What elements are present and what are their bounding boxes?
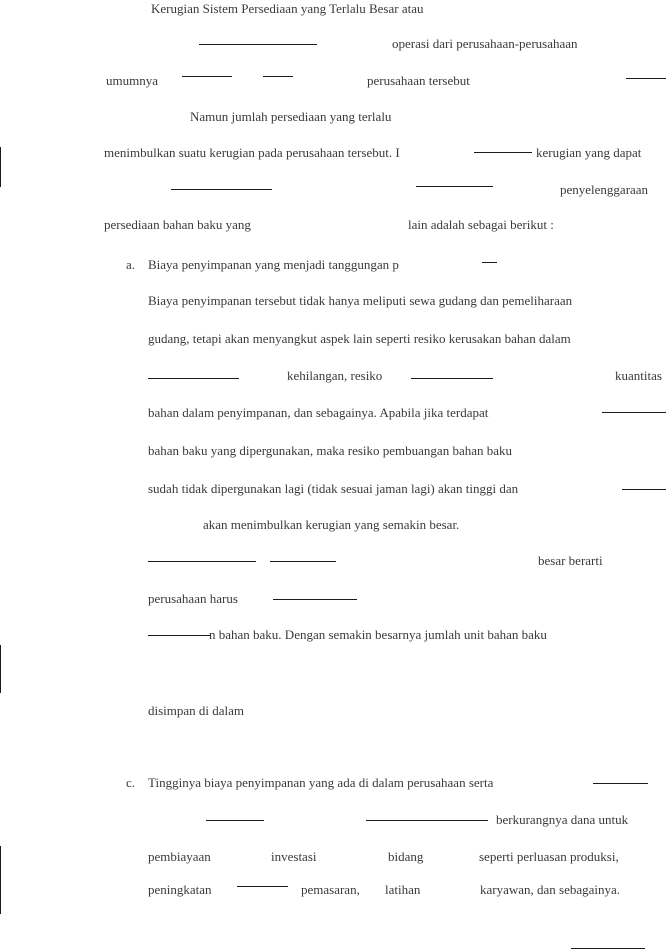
text-fragment: umumnya — [106, 73, 158, 88]
list-item-a-title: Biaya penyimpanan yang menjadi tanggungan p — [148, 257, 399, 272]
redaction-rule — [148, 561, 256, 562]
text-fragment: n bahan baku. Dengan semakin besarnya jumlah unit bahan baku — [209, 627, 547, 642]
redaction-rule — [148, 378, 239, 379]
redaction-rule — [263, 76, 293, 77]
text-fragment: Biaya penyimpanan tersebut tidak hanya meliputi sewa gudang dan pemeliharaan — [148, 293, 573, 308]
redaction-rule — [182, 76, 232, 77]
redaction-rule — [148, 635, 210, 636]
redaction-rule — [171, 189, 272, 190]
margin-bar-1 — [0, 147, 1, 187]
margin-bar-2 — [0, 645, 1, 693]
text-fragment: disimpan di dalam — [148, 703, 245, 718]
text-fragment: latihan — [385, 882, 421, 897]
text-fragment: akan menimbulkan kerugian yang semakin besar. — [203, 517, 460, 532]
list-item-c-title: Tingginya biaya penyimpanan yang ada di dalam perusahaan serta — [148, 775, 494, 790]
redaction-rule — [270, 561, 336, 562]
redaction-rule — [237, 886, 288, 887]
text-fragment: Namun jumlah persediaan yang terlalu — [190, 109, 392, 124]
text-fragment: berkurangnya dana untuk — [496, 812, 629, 827]
redaction-rule — [482, 262, 497, 263]
redaction-rule — [593, 783, 648, 784]
text-fragment: bidang — [388, 849, 424, 864]
text-fragment: perusahaan harus — [148, 591, 238, 606]
text-fragment: pemasaran, — [301, 882, 360, 897]
list-marker-a: a. — [126, 257, 136, 272]
redaction-rule — [199, 44, 317, 45]
text-fragment: kehilangan, resiko — [287, 368, 383, 383]
redaction-rule — [206, 820, 264, 821]
heading-fragment: Kerugian Sistem Persediaan yang Terlalu Besar atau — [151, 1, 424, 16]
text-fragment: perusahaan tersebut — [367, 73, 470, 88]
redaction-rule — [273, 599, 357, 600]
redaction-rule — [571, 948, 645, 949]
redaction-rule — [602, 412, 666, 413]
text-fragment: bahan dalam penyimpanan, dan sebagainya. Apabila jika terdapat — [148, 405, 489, 420]
text-fragment: peningkatan — [148, 882, 212, 897]
text-fragment: gudang, tetapi akan menyangkut aspek lain seperti resiko kerusakan bahan dalam — [148, 331, 571, 346]
redaction-rule — [416, 186, 493, 187]
redaction-rule — [366, 820, 488, 821]
redaction-rule — [622, 489, 666, 490]
redaction-rule — [411, 378, 493, 379]
text-fragment: besar berarti — [538, 553, 603, 568]
margin-bar-3 — [0, 846, 1, 914]
text-fragment: kuantitas — [615, 368, 662, 383]
text-fragment: investasi — [271, 849, 317, 864]
text-fragment: operasi dari perusahaan-perusahaan — [392, 36, 578, 51]
redaction-rule — [474, 152, 532, 153]
redaction-rule — [626, 78, 666, 79]
text-fragment: persediaan bahan baku yang — [104, 217, 251, 232]
text-fragment: pembiayaan — [148, 849, 211, 864]
text-fragment: menimbulkan suatu kerugian pada perusahaan tersebut. I — [104, 145, 400, 160]
text-fragment: sudah tidak dipergunakan lagi (tidak sesuai jaman lagi) akan tinggi dan — [148, 481, 519, 496]
list-marker-c: c. — [126, 775, 136, 790]
text-fragment: lain adalah sebagai berikut : — [408, 217, 554, 232]
text-fragment: seperti perluasan produksi, — [479, 849, 619, 864]
text-fragment: bahan baku yang dipergunakan, maka resiko pembuangan bahan baku — [148, 443, 512, 458]
text-fragment: kerugian yang dapat — [536, 145, 642, 160]
text-fragment: penyelenggaraan — [560, 182, 649, 197]
text-fragment: karyawan, dan sebagainya. — [480, 882, 621, 897]
